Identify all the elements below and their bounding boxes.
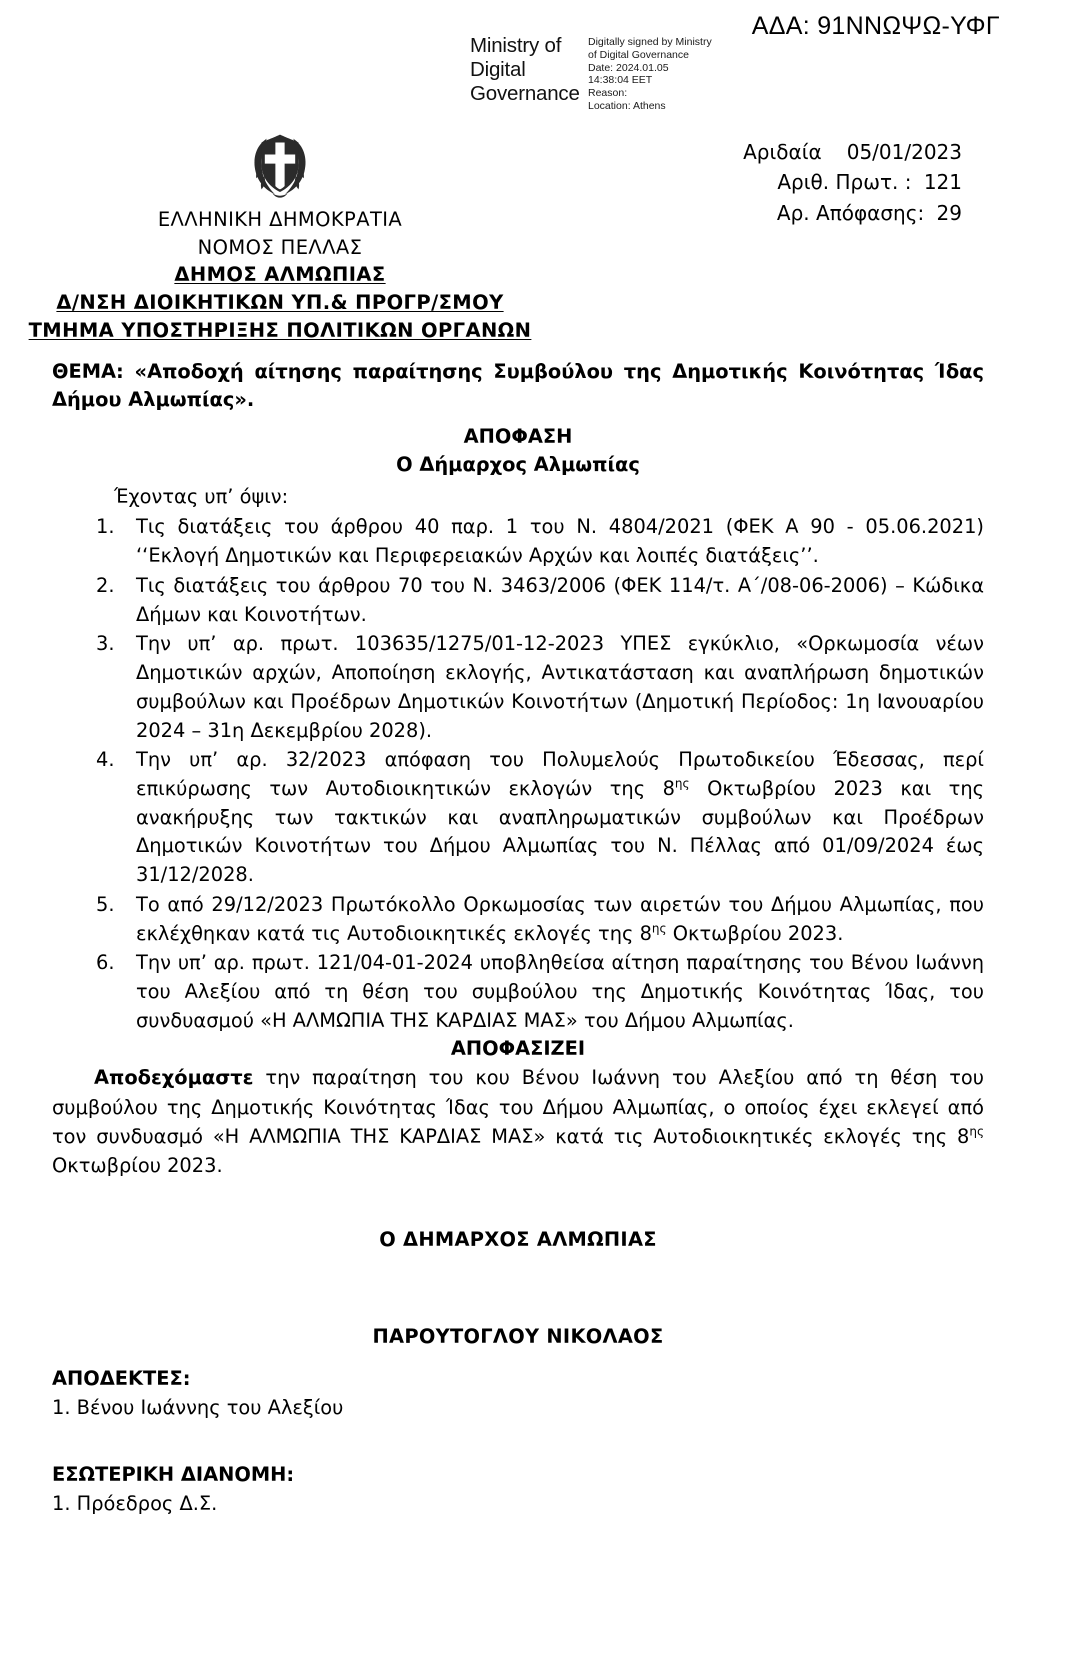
clause-item: Την υπ’ αρ. 32/2023 απόφαση του Πολυμελούς Πρωτοδικείου Έδεσσας, περί επικύρωσης των Αυτοδιοικητικών εκλογών της $8^{\eta\varsigma}$ Οκτωβρίου 2023 και της ανακήρυξης των τακτικών και αναπληρωματικών συμβούλων και Προέδρων Δημοτικών Κοινοτήτων του Δήμου Αλμωπίας του Ν. Πέλλας από 01/09/2024 έως 31/12/2028. xyxy=(136,748,984,887)
org-line-department: ΤΜΗΜΑ ΥΠΟΣΤΗΡΙΞΗΣ ΠΟΛΙΤΙΚΩΝ ΟΡΓΑΝΩΝ xyxy=(28,318,532,342)
signature-line-2: of Digital Governance xyxy=(588,48,689,61)
clause-item: Τις διατάξεις του άρθρου 40 παρ. 1 του Ν. 4804/2021 (ΦΕΚ Α 90 - 05.06.2021) ‘‘Εκλογή Δημοτικών και Περιφερειακών Αρχών και λοιπές διατάξεις’’. xyxy=(136,515,984,568)
meta-protocol xyxy=(743,167,962,197)
clause-list xyxy=(52,513,984,1035)
meta-protocol-value: 121 xyxy=(923,170,962,195)
signatory-name: ΠΑΡΟΥΤΟΓΛΟΥ ΝΙΚΟΛΑΟΣ xyxy=(372,1324,664,1348)
org-line-municipality: ΔΗΜΟΣ ΑΛΜΩΠΙΑΣ xyxy=(174,263,386,287)
org-line-prefecture: ΝΟΜΟΣ ΠΕΛΛΑΣ xyxy=(197,235,363,259)
org-line-directorate: Δ/ΝΣΗ ΔΙΟΙΚΗΤΙΚΩΝ ΥΠ.& ΠΡΟΓΡ/ΣΜΟΥ xyxy=(56,291,504,315)
document-body xyxy=(52,358,984,1518)
signature-details xyxy=(588,34,788,113)
meta-decision-label: Αρ. Απόφασης: xyxy=(776,200,925,225)
ruling-paragraph xyxy=(52,1063,984,1179)
ada-code: ΑΔΑ: 91ΝΝΩΨΩ-ΥΦΓ xyxy=(751,12,1000,40)
clause-item: Τις διατάξεις του άρθρου 70 του Ν. 3463/2006 (ΦΕΚ 114/τ. Α΄/08-06-2006) – Κώδικα Δήμων και Κοινοτήτων. xyxy=(136,573,984,626)
signature-line-1: Digitally signed by Ministry xyxy=(588,36,712,48)
meta-date: 05/01/2023 xyxy=(846,140,962,164)
meta-place-date xyxy=(743,137,962,167)
signatory-title: Ο ΔΗΜΑΡΧΟΣ ΑΛΜΩΠΙΑΣ xyxy=(379,1227,657,1251)
internal-distribution-block xyxy=(52,1460,984,1518)
subject-line: ΘΕΜΑ: «Αποδοχή αίτησης παραίτησης Συμβούλου της Δημοτικής Κοινότητας Ίδας Δήμου Αλμωπίας». xyxy=(52,360,984,411)
signature-line-3: Date: 2024.01.05 xyxy=(588,61,669,74)
document-metadata xyxy=(743,137,962,228)
ruling-text: την παραίτηση του κου Βένου Ιωάννη του Αλεξίου από τη θέση του συμβούλου της Δημοτικής Κοινότητας Ίδας του Δήμου Αλμωπίας, ο οποίος έχει εκλεγεί από τον συνδυασμό «Η ΑΛΜΩΠΙΑ ΤΗΣ ΚΑΡΔΙΑΣ ΜΑΣ» κατά τις Αυτοδιοικητικές εκλογές της $8^{\eta\varsigma}$ Οκτωβρίου 2023. xyxy=(52,1066,984,1177)
meta-place: Αριδαία xyxy=(743,140,822,164)
meta-decision-value: 29 xyxy=(936,200,962,225)
organization-header xyxy=(0,128,560,344)
meta-protocol-label: Αριθ. Πρωτ. : xyxy=(777,170,912,195)
ruling-lead: Αποδεχόμαστε xyxy=(94,1066,254,1090)
digital-signature-stamp xyxy=(470,34,890,113)
recipients-block xyxy=(52,1364,984,1422)
org-line-republic: ΕΛΛΗΝΙΚΗ ΔΗΜΟΚΡΑΤΙΑ xyxy=(157,208,403,231)
recipients-heading: ΑΠΟΔΕΚΤΕΣ: xyxy=(52,1366,191,1390)
recipients-item: 1. Βένου Ιωάννης του Αλεξίου xyxy=(52,1395,344,1419)
decision-heading: ΑΠΟΦΑΣΗ xyxy=(463,425,573,449)
clause-item: Το από 29/12/2023 Πρωτόκολλο Ορκωμοσίας των αιρετών του Δήμου Αλμωπίας, που εκλέχθηκαν κατά τις Αυτοδιοικητικές εκλογές της $8^{\eta\varsigma}$ Οκτωβρίου 2023. xyxy=(136,892,984,945)
greek-republic-emblem-icon xyxy=(247,128,313,202)
having-regard-label: Έχοντας υπ’ όψιν: xyxy=(114,485,289,509)
signature-line-6: Location: Athens xyxy=(588,99,666,112)
mayor-heading: Ο Δήμαρχος Αλμωπίας xyxy=(396,453,640,477)
internal-distribution-item: 1. Πρόεδρος Δ.Σ. xyxy=(52,1492,218,1516)
clause-item: Την υπ’ αρ. πρωτ. 121/04-01-2024 υποβληθείσα αίτηση παραίτησης του Βένου Ιωάννη του Αλεξίου από τη θέση του συμβούλου της Δημοτικής Κοινότητας Ίδας, του συνδυασμού «Η ΑΛΜΩΠΙΑ ΤΗΣ ΚΑΡΔΙΑΣ ΜΑΣ» του Δήμου Αλμωπίας. xyxy=(136,951,984,1032)
signature-line-4: 14:38:04 EET xyxy=(588,74,653,87)
meta-decision xyxy=(743,198,962,228)
internal-distribution-heading: ΕΣΩΤΕΡΙΚΗ ΔΙΑΝΟΜΗ: xyxy=(52,1463,295,1487)
footer-spacer xyxy=(52,1422,984,1444)
decides-heading: ΑΠΟΦΑΣΙΖΕΙ xyxy=(450,1037,586,1061)
signature-line-5: Reason: xyxy=(588,87,628,100)
signature-ministry-name: Ministry of Digital Governance xyxy=(470,34,580,106)
clause-item: Την υπ’ αρ. πρωτ. 103635/1275/01-12-2023 ΥΠΕΣ εγκύκλιο, «Ορκωμοσία νέων Δημοτικών αρχών, Αποποίηση εκλογής, Αντικατάσταση και αναπλήρωση δημοτικών συμβούλων και Προέδρων Δημοτικών Κοινοτήτων (Δημοτική Περίοδος: 1η Ιανουαρίου 2024 – 31η Δεκεμβρίου 2028). xyxy=(136,632,984,742)
